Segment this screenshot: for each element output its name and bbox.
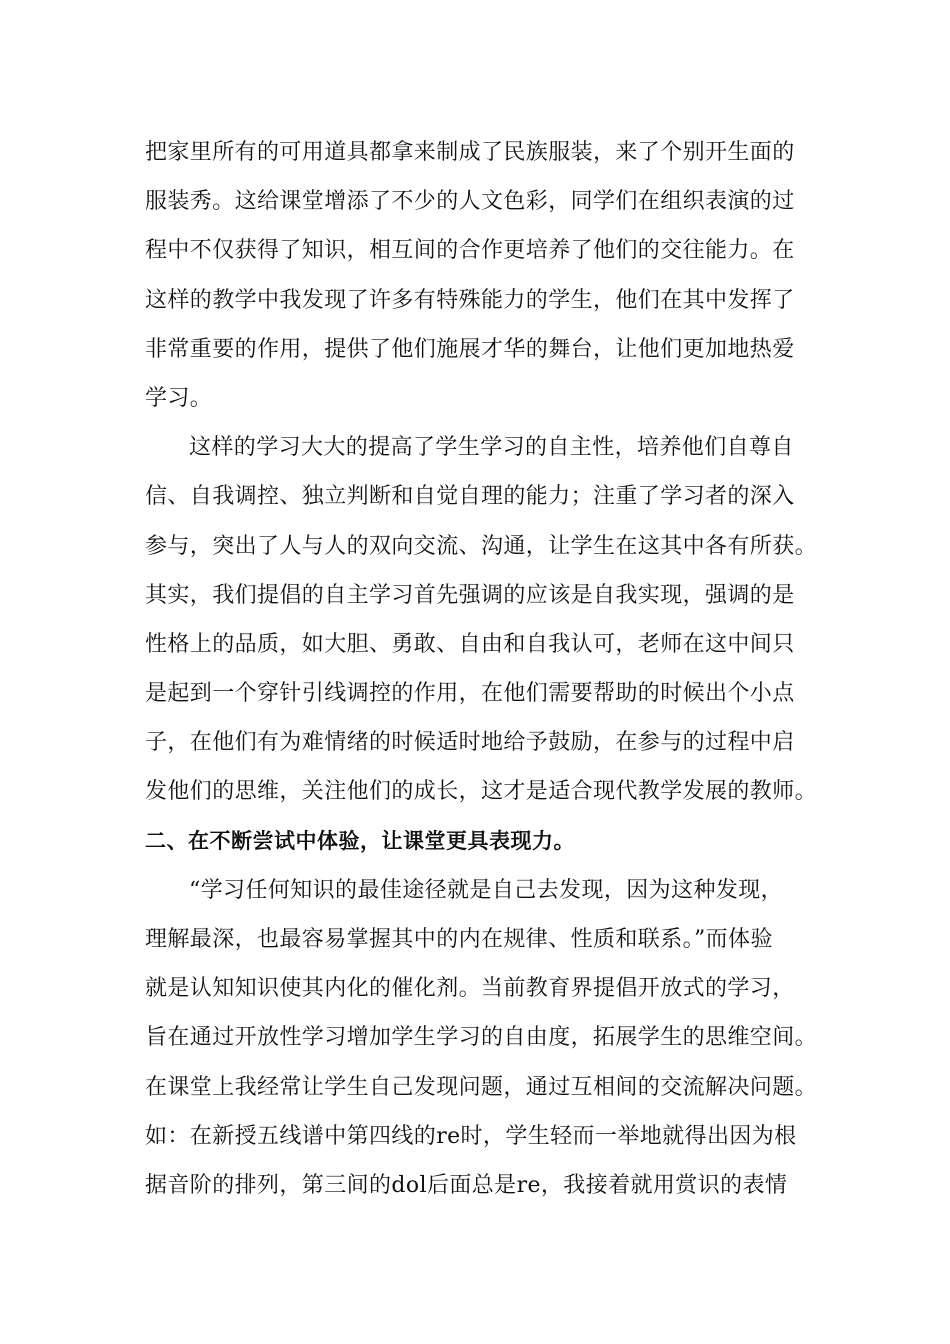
paragraph-line: 学习。 (145, 385, 213, 411)
paragraph-line: 在课堂上我经常让学生自己发现问题，通过互相间的交流解决问题。 (145, 1074, 818, 1100)
paragraph-line: 理解最深，也最容易掌握其中的内在规律、性质和联系。”而体验 (145, 927, 773, 952)
paragraph-line: 子，在他们有为难情绪的时候适时地给予鼓励，在参与的过程中启 (145, 730, 795, 756)
paragraph-line: “学习任何知识的最佳途径就是自己去发现，因为这种发现， (189, 877, 784, 903)
document-body (145, 128, 818, 1210)
paragraph-line: 把家里所有的可用道具都拿来制成了民族服装，来了个别开生面的 (145, 140, 795, 165)
paragraph-line: 其实，我们提倡的自主学习首先强调的应该是自我实现，强调的是 (145, 582, 795, 608)
paragraph-line: 旨在通过开放性学习增加学生学习的自由度，拓展学生的思维空间。 (145, 1025, 818, 1051)
paragraph-line: 就是认知知识使其内化的催化剂。当前教育界提倡开放式的学习， (145, 976, 795, 1002)
paragraph-line: 参与，突出了人与人的双向交流、沟通，让学生在这其中各有所获。 (145, 533, 818, 559)
paragraph-line: 如：在新授五线谱中第四线的re时，学生轻而一举地就得出因为根 (145, 1123, 797, 1149)
paragraph-line: 据音阶的排列，第三间的dol后面总是re，我接着就用赏识的表情 (145, 1172, 788, 1198)
paragraph-line: 非常重要的作用，提供了他们施展才华的舞台，让他们更加地热爱 (145, 336, 795, 362)
paragraph-line: 发他们的思维，关注他们的成长，这才是适合现代教学发展的教师。 (145, 779, 818, 805)
paragraph-line: 服装秀。这给课堂增添了不少的人文色彩，同学们在组织表演的过 (145, 189, 795, 215)
paragraph-line: 信、自我调控、独立判断和自觉自理的能力；注重了学习者的深入 (145, 484, 795, 510)
paragraph-line: 这样的学习大大的提高了学生学习的自主性，培养他们自尊自 (189, 435, 794, 461)
paragraph-line: 这样的教学中我发现了许多有特殊能力的学生，他们在其中发挥了 (145, 287, 795, 313)
section-heading: 二、在不断尝试中体验，让课堂更具表现力。 (145, 828, 575, 853)
paragraph-line: 程中不仅获得了知识，相互间的合作更培养了他们的交往能力。在 (145, 238, 795, 264)
paragraph-line: 是起到一个穿针引线调控的作用，在他们需要帮助的时候出个小点 (145, 681, 795, 707)
paragraph-line: 性格上的品质，如大胆、勇敢、自由和自我认可，老师在这中间只 (145, 631, 795, 657)
